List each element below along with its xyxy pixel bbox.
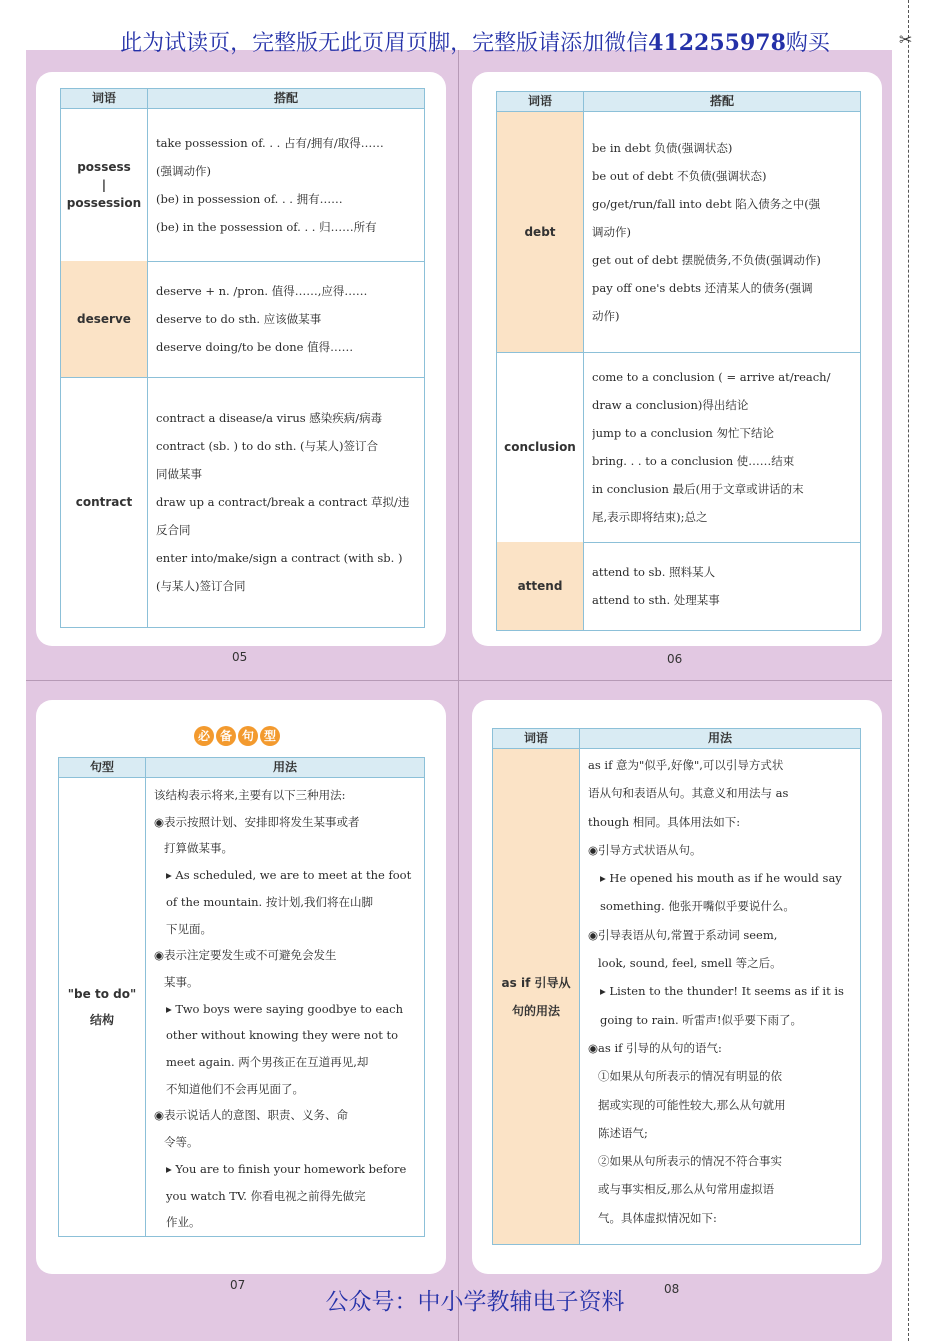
- watermark-top: 此为试读页，完整版无此页眉页脚，完整版请添加微信412255978购买: [120, 30, 830, 56]
- collocation-line: 同做某事: [156, 467, 202, 481]
- usage-line: 该结构表示将来,主要有以下三种用法:: [154, 788, 346, 802]
- sentence-pattern-table: [58, 757, 425, 1237]
- table-header: 词语 搭配: [497, 92, 860, 112]
- collocation-line: draw a conclusion)得出结论: [592, 398, 749, 412]
- usage-line: ◉表示说话人的意图、职责、义务、命: [154, 1108, 349, 1123]
- usage-line: something. 他张开嘴似乎要说什么。: [600, 899, 795, 914]
- collocation-line: bring. . . to a conclusion 使……结束: [592, 454, 795, 468]
- collocation-cell: [148, 261, 424, 377]
- collocation-line: deserve doing/to be done 值得……: [156, 340, 354, 354]
- usage-line: 语从句和表语从句。其意义和用法与 as: [588, 786, 789, 801]
- collocation-line: contract a disease/a virus 感染疾病/病毒: [156, 411, 383, 425]
- usage-line: ◉表示注定要发生或不可避免会发生: [154, 948, 337, 963]
- table-header: 句型 用法: [59, 758, 424, 778]
- card-05: [36, 72, 446, 664]
- table-row: [59, 778, 424, 1236]
- collocation-line: be in debt 负债(强调状态): [592, 141, 733, 155]
- table-row: [497, 542, 860, 630]
- usage-line: of the mountain. 按计划,我们将在山脚: [166, 894, 373, 909]
- usage-line: ▸ Two boys were saying goodbye to each: [166, 1001, 404, 1016]
- usage-line: ②如果从句所表示的情况不符合事实: [598, 1154, 782, 1169]
- usage-table: [492, 728, 861, 1245]
- collocation-line: 反合同: [156, 523, 191, 537]
- collocation-line: pay off one's debts 还清某人的债务(强调: [592, 281, 813, 295]
- word-cell: debt: [497, 112, 584, 352]
- word-cell: as if 引导从 句的用法: [493, 749, 580, 1244]
- page-number: 07: [230, 1278, 246, 1292]
- word-cell: deserve: [61, 261, 148, 377]
- watermark-bottom: 公众号：中小学教辅电子资料: [325, 1289, 625, 1315]
- card-06: [472, 72, 882, 666]
- collocation-cell: [584, 112, 860, 352]
- table-row: [497, 352, 860, 543]
- usage-cell: [580, 749, 860, 1244]
- word-cell: conclusion: [497, 352, 584, 542]
- usage-line: ▸ You are to finish your homework before: [166, 1161, 407, 1176]
- collocation-cell: [148, 377, 424, 627]
- section-badge: 必 备 句 型: [194, 726, 280, 746]
- word-cell: contract: [61, 377, 148, 627]
- collocation-line: attend to sb. 照料某人: [592, 565, 716, 579]
- usage-line: other without knowing they were not to: [166, 1028, 399, 1043]
- usage-line: ◉引导表语从句,常置于系动词 seem,: [588, 927, 778, 942]
- table-row: [61, 261, 424, 378]
- usage-line: ◉引导方式状语从句。: [588, 842, 702, 857]
- collocation-line: draw up a contract/break a contract 草拟/违: [156, 495, 410, 509]
- usage-line: meet again. 两个男孩正在互道再见,却: [166, 1055, 369, 1070]
- collocation-line: (be) in the possession of. . . 归……所有: [156, 220, 377, 234]
- usage-line: ▸ He opened his mouth as if he would say: [600, 871, 842, 886]
- collocation-line: (强调动作): [156, 164, 211, 178]
- collocation-line: be out of debt 不负债(强调状态): [592, 169, 767, 183]
- collocation-line: (与某人)签订合同: [156, 579, 246, 593]
- usage-line: though 相同。具体用法如下:: [588, 814, 741, 829]
- collocation-line: get out of debt 摆脱债务,不负债(强调动作): [592, 253, 821, 267]
- fold-line-horizontal: [26, 680, 892, 681]
- page-number: 06: [667, 652, 683, 666]
- collocation-line: attend to sth. 处理某事: [592, 593, 720, 607]
- usage-line: 打算做某事。: [164, 841, 233, 856]
- fold-line-vertical: [458, 50, 459, 1341]
- word-cell: attend: [497, 542, 584, 630]
- collocation-line: enter into/make/sign a contract (with sb. ): [156, 551, 403, 565]
- page-number: 08: [664, 1282, 680, 1296]
- usage-line: 陈述语气;: [598, 1125, 648, 1140]
- collocation-line: in conclusion 最后(用于文章或讲话的末: [592, 482, 804, 496]
- cut-line: [908, 0, 909, 1341]
- collocation-line: 动作): [592, 309, 620, 323]
- collocation-line: contract (sb. ) to do sth. (与某人)签订合: [156, 439, 379, 453]
- collocation-line: 调动作): [592, 225, 631, 239]
- usage-line: ◉as if 引导的从句的语气:: [588, 1040, 722, 1055]
- usage-line: 气。具体虚拟情况如下:: [598, 1210, 717, 1225]
- collocation-line: deserve + n. /pron. 值得……,应得……: [156, 284, 368, 298]
- usage-line: 据或实现的可能性较大,那么从句就用: [598, 1097, 786, 1112]
- table-row: [61, 377, 424, 627]
- collocation-cell: [584, 542, 860, 630]
- word-cell: possess | possession: [61, 109, 148, 261]
- table-row: [61, 109, 424, 262]
- collocation-line: (be) in possession of. . . 拥有……: [156, 192, 343, 206]
- table-header: 词语 搭配: [61, 89, 424, 109]
- table-header: 词语 用法: [493, 729, 860, 749]
- page-number: 05: [232, 650, 248, 664]
- scissors-icon: ✂: [899, 30, 913, 49]
- usage-line: 下见面。: [166, 921, 212, 936]
- collocation-line: come to a conclusion ( = arrive at/reach/: [592, 370, 831, 384]
- usage-line: look, sound, feel, smell 等之后。: [598, 956, 782, 971]
- usage-line: ◉表示按照计划、安排即将发生某事或者: [154, 814, 360, 829]
- usage-line: as if 意为"似乎,好像",可以引导方式状: [588, 758, 784, 772]
- usage-line: 或与事实相反,那么从句常用虚拟语: [598, 1182, 775, 1197]
- collocation-line: jump to a conclusion 匆忙下结论: [592, 426, 774, 440]
- pattern-cell: "be to do" 结构: [59, 778, 146, 1236]
- card-07: [36, 700, 446, 1292]
- collocation-line: 尾,表示即将结束);总之: [592, 510, 708, 524]
- usage-line: 某事。: [164, 974, 199, 989]
- usage-line: ①如果从句所表示的情况有明显的依: [598, 1069, 782, 1084]
- table-row: [493, 749, 860, 1244]
- usage-line: 令等。: [164, 1135, 199, 1150]
- usage-line: going to rain. 听雷声!似乎要下雨了。: [600, 1012, 802, 1027]
- usage-line: 不知道他们不会再见面了。: [166, 1081, 304, 1096]
- usage-line: ▸ Listen to the thunder! It seems as if it is: [600, 984, 844, 999]
- collocation-line: deserve to do sth. 应该做某事: [156, 312, 322, 326]
- usage-cell: [146, 778, 424, 1236]
- table-row: [497, 112, 860, 353]
- usage-line: you watch TV. 你看电视之前得先做完: [166, 1188, 366, 1203]
- collocation-line: take possession of. . . 占有/拥有/取得……: [156, 136, 384, 150]
- usage-line: ▸ As scheduled, we are to meet at the foot: [166, 868, 412, 883]
- collocation-table: [60, 88, 425, 628]
- usage-line: 作业。: [166, 1215, 201, 1230]
- collocation-table: [496, 91, 861, 631]
- collocation-cell: [584, 352, 860, 542]
- collocation-cell: [148, 109, 424, 261]
- collocation-line: go/get/run/fall into debt 陷入债务之中(强: [592, 197, 821, 211]
- card-08: [472, 700, 882, 1296]
